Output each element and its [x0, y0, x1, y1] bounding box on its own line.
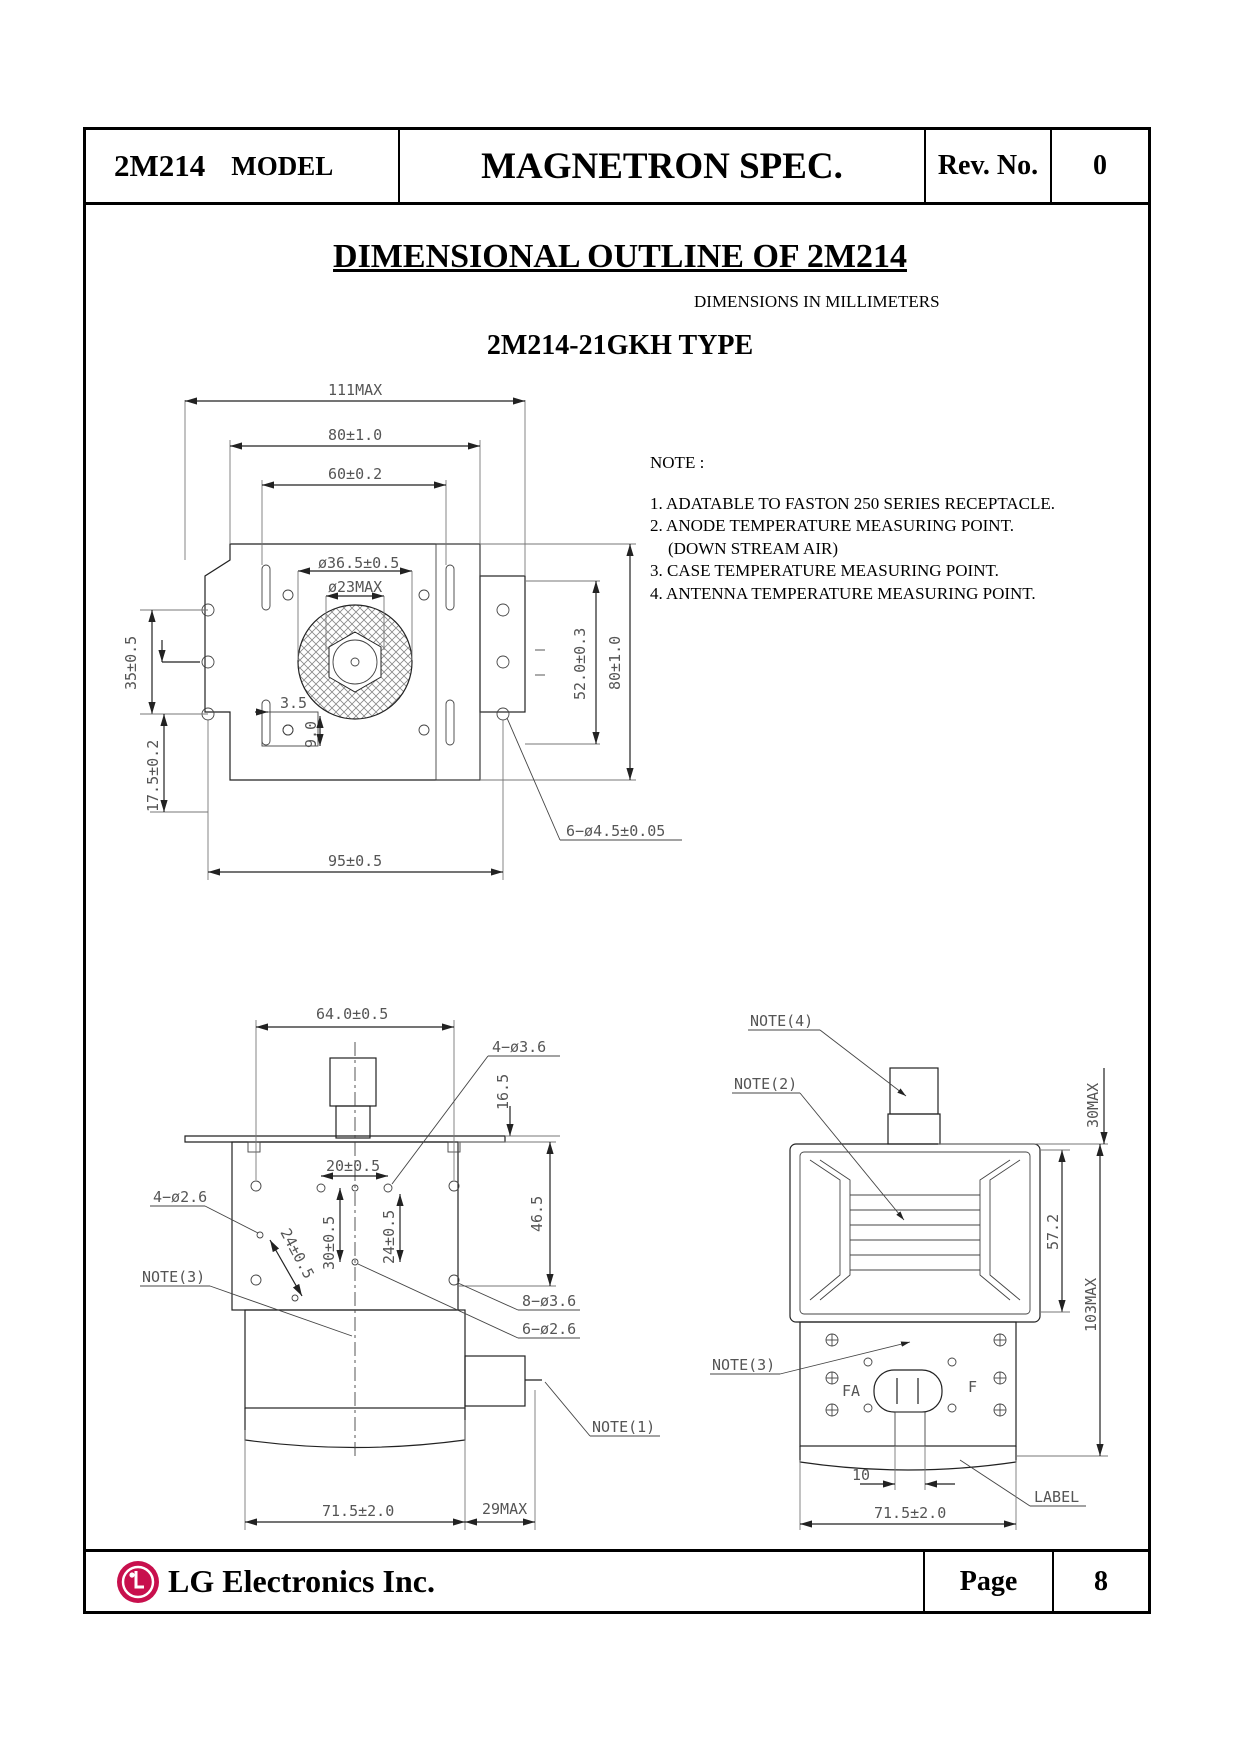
- dim-80: 80±1.0: [328, 426, 383, 444]
- top-view: [122, 381, 682, 880]
- dim-29max: 29MAX: [482, 1500, 528, 1518]
- side-note-3: NOTE(3): [142, 1268, 206, 1286]
- label-f: F: [968, 1378, 978, 1396]
- front-view: [710, 1012, 1108, 1530]
- front-note-3: NOTE(3): [712, 1356, 776, 1374]
- dim-71-5-front: 71.5±2.0: [874, 1504, 947, 1522]
- dim-95: 95±0.5: [328, 852, 383, 870]
- page-label: Page: [923, 1552, 1054, 1611]
- dim-20: 20±0.5: [326, 1157, 381, 1175]
- dim-24-v: 24±0.5: [380, 1209, 398, 1264]
- model-label: MODEL: [231, 150, 334, 181]
- note-item: 2. ANODE TEMPERATURE MEASURING POINT.: [650, 516, 1014, 535]
- note-item: 1. ADATABLE TO FASTON 250 SERIES RECEPTACLE.: [650, 493, 1056, 513]
- front-note-2: NOTE(2): [734, 1075, 798, 1093]
- dim-8-d3-6: 8−ø3.6: [522, 1292, 577, 1310]
- company-name: LG Electronics Inc.: [168, 1563, 435, 1599]
- notes-heading: NOTE :: [650, 453, 705, 472]
- dim-52: 52.0±0.3: [571, 627, 589, 700]
- spec-title: MAGNETRON SPEC.: [400, 130, 926, 202]
- note-item: 4. ANTENNA TEMPERATURE MEASURING POINT.: [650, 583, 1036, 603]
- dim-35: 35±0.5: [122, 635, 140, 690]
- model-code: 2M214: [114, 148, 206, 183]
- dim-4-d3-6: 4−ø3.6: [492, 1038, 547, 1056]
- dim-30: 30±0.5: [320, 1215, 338, 1270]
- dim-103max: 103MAX: [1082, 1277, 1100, 1332]
- rev-value: 0: [1093, 150, 1107, 181]
- dim-24-slant: 24±0.5: [276, 1225, 318, 1282]
- dim-46-5: 46.5: [528, 1195, 546, 1232]
- side-note-1: NOTE(1): [592, 1418, 656, 1436]
- side-view: [140, 1005, 660, 1530]
- units-note: DIMENSIONS IN MILLIMETERS: [694, 292, 940, 311]
- dim-4-d2-6: 4−ø2.6: [153, 1188, 208, 1206]
- front-note-4: NOTE(4): [750, 1012, 814, 1030]
- dim-16-5: 16.5: [494, 1073, 512, 1110]
- dim-3-5: 3.5: [280, 694, 308, 712]
- note-item: 3. CASE TEMPERATURE MEASURING POINT.: [650, 561, 999, 580]
- dim-d36-5: ø36.5±0.5: [318, 554, 400, 572]
- dim-10: 10: [852, 1466, 871, 1484]
- dim-6-d2-6: 6−ø2.6: [522, 1320, 577, 1338]
- label-fa: FA: [842, 1382, 861, 1400]
- dim-111max: 111MAX: [328, 381, 383, 399]
- dim-17-5: 17.5±0.2: [144, 739, 162, 812]
- page-number: 8: [1094, 1565, 1108, 1597]
- dim-9-0: 9.0: [302, 720, 320, 748]
- dim-d23: ø23MAX: [328, 578, 383, 596]
- section-title: DIMENSIONAL OUTLINE OF 2M214: [333, 238, 907, 275]
- note-item: (DOWN STREAM AIR): [668, 538, 838, 558]
- dim-71-5-side: 71.5±2.0: [322, 1502, 395, 1520]
- dim-30max: 30MAX: [1084, 1082, 1102, 1128]
- dim-60: 60±0.2: [328, 465, 383, 483]
- dim-57-2: 57.2: [1044, 1213, 1062, 1250]
- rev-label: Rev. No.: [926, 130, 1052, 202]
- type-label: 2M214-21GKH TYPE: [486, 330, 754, 361]
- dim-6-d4-5: 6−ø4.5±0.05: [566, 822, 666, 840]
- label-tag: LABEL: [1034, 1488, 1080, 1506]
- dim-80-v: 80±1.0: [606, 635, 624, 690]
- dim-64: 64.0±0.5: [316, 1005, 389, 1023]
